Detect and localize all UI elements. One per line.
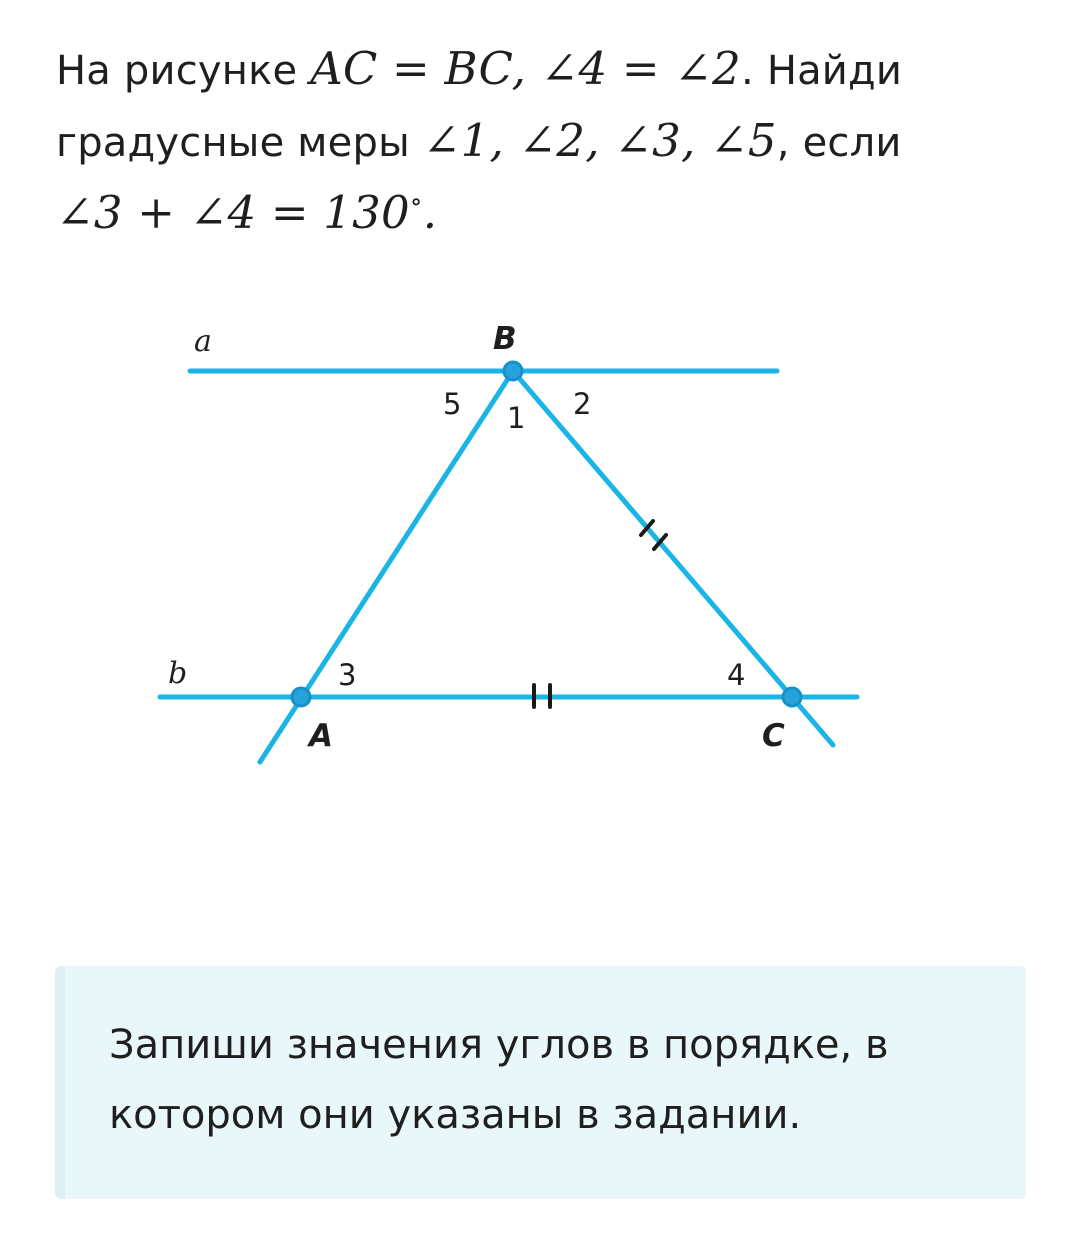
point-a [292,688,310,706]
segment-bc-extended [513,371,833,745]
point-c-label: C [762,718,785,754]
line-b-label: b [168,656,188,691]
condition-ac-bc: AC = BC [310,42,512,95]
task-prefix: На рисунке [56,48,311,94]
angle-2-label: 2 [573,387,592,421]
angles-list: ∠1, ∠2, ∠3, ∠5 [422,114,777,167]
task-mid: . Найди градусные меры [56,48,903,166]
point-b-label: B [493,321,517,357]
angle-3-label: 3 [338,658,357,692]
condition-angle4-angle2: ∠4 = ∠2 [540,42,741,95]
hint-text: Запиши значения углов в порядке, в котором они указаны в задании. [109,1022,889,1138]
angle-4-label: 4 [727,658,746,692]
point-labels [306,321,785,754]
task-if: , если [776,120,902,166]
hint-box [55,966,1026,1199]
task-end: . [422,186,438,239]
point-a-label: A [309,718,333,754]
angle-5-label: 5 [443,387,462,421]
angle-labels [338,387,745,692]
degree-sign: ∘ [409,187,423,217]
angle-1-label: 1 [507,401,526,435]
separator: , [511,42,541,95]
point-c [783,688,801,706]
equal-ticks [534,521,666,707]
line-a-label: a [194,324,212,359]
point-b [504,362,522,380]
condition-sum-expr: ∠3 + ∠4 = 130 [56,186,410,239]
line-labels [168,324,212,691]
